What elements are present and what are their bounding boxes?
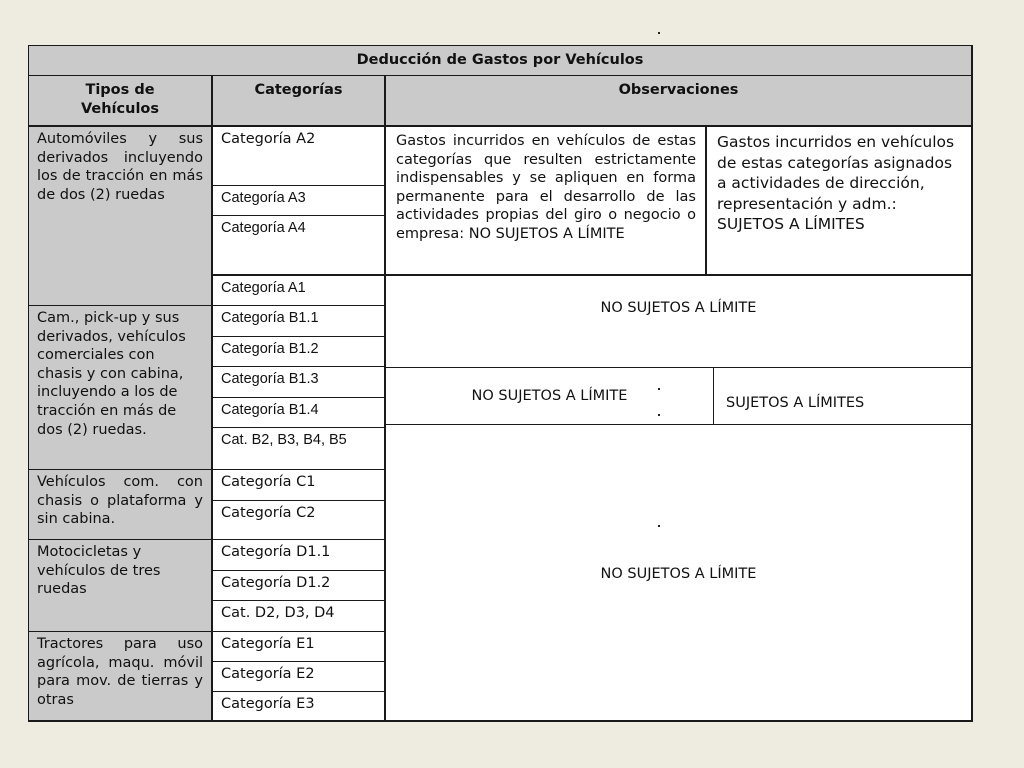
observation-b-mid-left: NO SUJETOS A LÍMITE [385, 368, 714, 424]
table-border [385, 367, 973, 368]
table-border [28, 45, 973, 46]
header-categorias: Categorías [212, 75, 385, 126]
header-observaciones: Observaciones [385, 75, 972, 126]
observation-a-left: Gastos incurridos en vehículos de estas categorías que resulten estrictamente indispensables y se apliquen en forma permanente para el desarrollo de las actividades propias del giro o negocio o empresa: NO SUJETOS A LÍMITE [385, 126, 706, 275]
category-cell: Categoría B1.2 [212, 336, 385, 366]
observation-a-right: Gastos incurridos en vehículos de estas categorías asignados a actividades de dirección, representación y adm.: SUJETOS A LÍMITES [706, 126, 972, 275]
table-border [28, 45, 29, 722]
table-border [212, 631, 385, 632]
stray-dot [658, 525, 660, 527]
category-cell: Categoría D1.1 [212, 539, 385, 570]
category-cell: Categoría C2 [212, 500, 385, 539]
table-border [212, 427, 385, 428]
table-border [212, 539, 385, 540]
category-cell: Categoría A2 [212, 126, 385, 185]
vehicle-type-cell: Motocicletas y vehículos de tres ruedas [28, 539, 212, 631]
table-border [28, 720, 973, 722]
table-border [705, 126, 707, 275]
category-cell: Categoría B1.4 [212, 397, 385, 427]
table-border [28, 125, 973, 127]
table-title: Deducción de Gastos por Vehículos [28, 45, 972, 75]
vehicle-type-cell: Automóviles y sus derivados incluyendo los de tracción en más de dos (2) ruedas [28, 126, 212, 305]
table-border [713, 368, 714, 424]
category-cell: Categoría D1.2 [212, 570, 385, 600]
header-tipos: Tipos de Vehículos [28, 75, 212, 126]
table-border [212, 570, 385, 571]
table-border [28, 631, 212, 632]
category-cell: Categoría A4 [212, 215, 385, 275]
table-border [211, 75, 213, 721]
category-cell: Categoría E3 [212, 691, 385, 721]
stray-dot [658, 414, 660, 416]
table-border [212, 600, 385, 601]
table-border [212, 500, 385, 501]
table-border [212, 469, 385, 470]
table-border [28, 305, 212, 306]
category-cell: Categoría B1.1 [212, 305, 385, 336]
vehicle-type-cell: Cam., pick-up y sus derivados, vehículos comerciales con chasis y con cabina, incluyendo a los de tracción en más de dos (2) ruedas. [28, 305, 212, 469]
table-border [212, 366, 385, 367]
observation-b-mid-right: SUJETOS A LÍMITES [714, 368, 972, 424]
table-border [384, 75, 386, 721]
table-border [385, 424, 973, 425]
table-border [212, 661, 385, 662]
category-cell: Categoría E1 [212, 631, 385, 661]
table-border [212, 185, 385, 186]
table-border [212, 397, 385, 398]
table-border [212, 305, 385, 306]
observation-rest: NO SUJETOS A LÍMITE [385, 424, 972, 721]
category-cell: Cat. B2, B3, B4, B5 [212, 427, 385, 469]
stray-dot [658, 32, 660, 34]
table-border [28, 539, 212, 540]
table-border [212, 215, 385, 216]
category-cell: Categoría E2 [212, 661, 385, 691]
table-border [212, 274, 973, 276]
category-cell: Categoría A3 [212, 185, 385, 215]
category-cell: Categoría B1.3 [212, 366, 385, 397]
observation-b-top: NO SUJETOS A LÍMITE [385, 275, 972, 368]
table-border [212, 336, 385, 337]
vehicle-type-cell: Tractores para uso agrícola, maqu. móvil para mov. de tierras y otras [28, 631, 212, 721]
table-border [28, 75, 973, 76]
vehicle-type-cell: Vehículos com. con chasis o plataforma y sin cabina. [28, 469, 212, 539]
table-border [971, 45, 973, 722]
stray-dot [658, 388, 660, 390]
category-cell: Cat. D2, D3, D4 [212, 600, 385, 631]
category-cell: Categoría C1 [212, 469, 385, 500]
category-cell: Categoría A1 [212, 275, 385, 305]
table-border [212, 691, 385, 692]
table-border [28, 469, 212, 470]
